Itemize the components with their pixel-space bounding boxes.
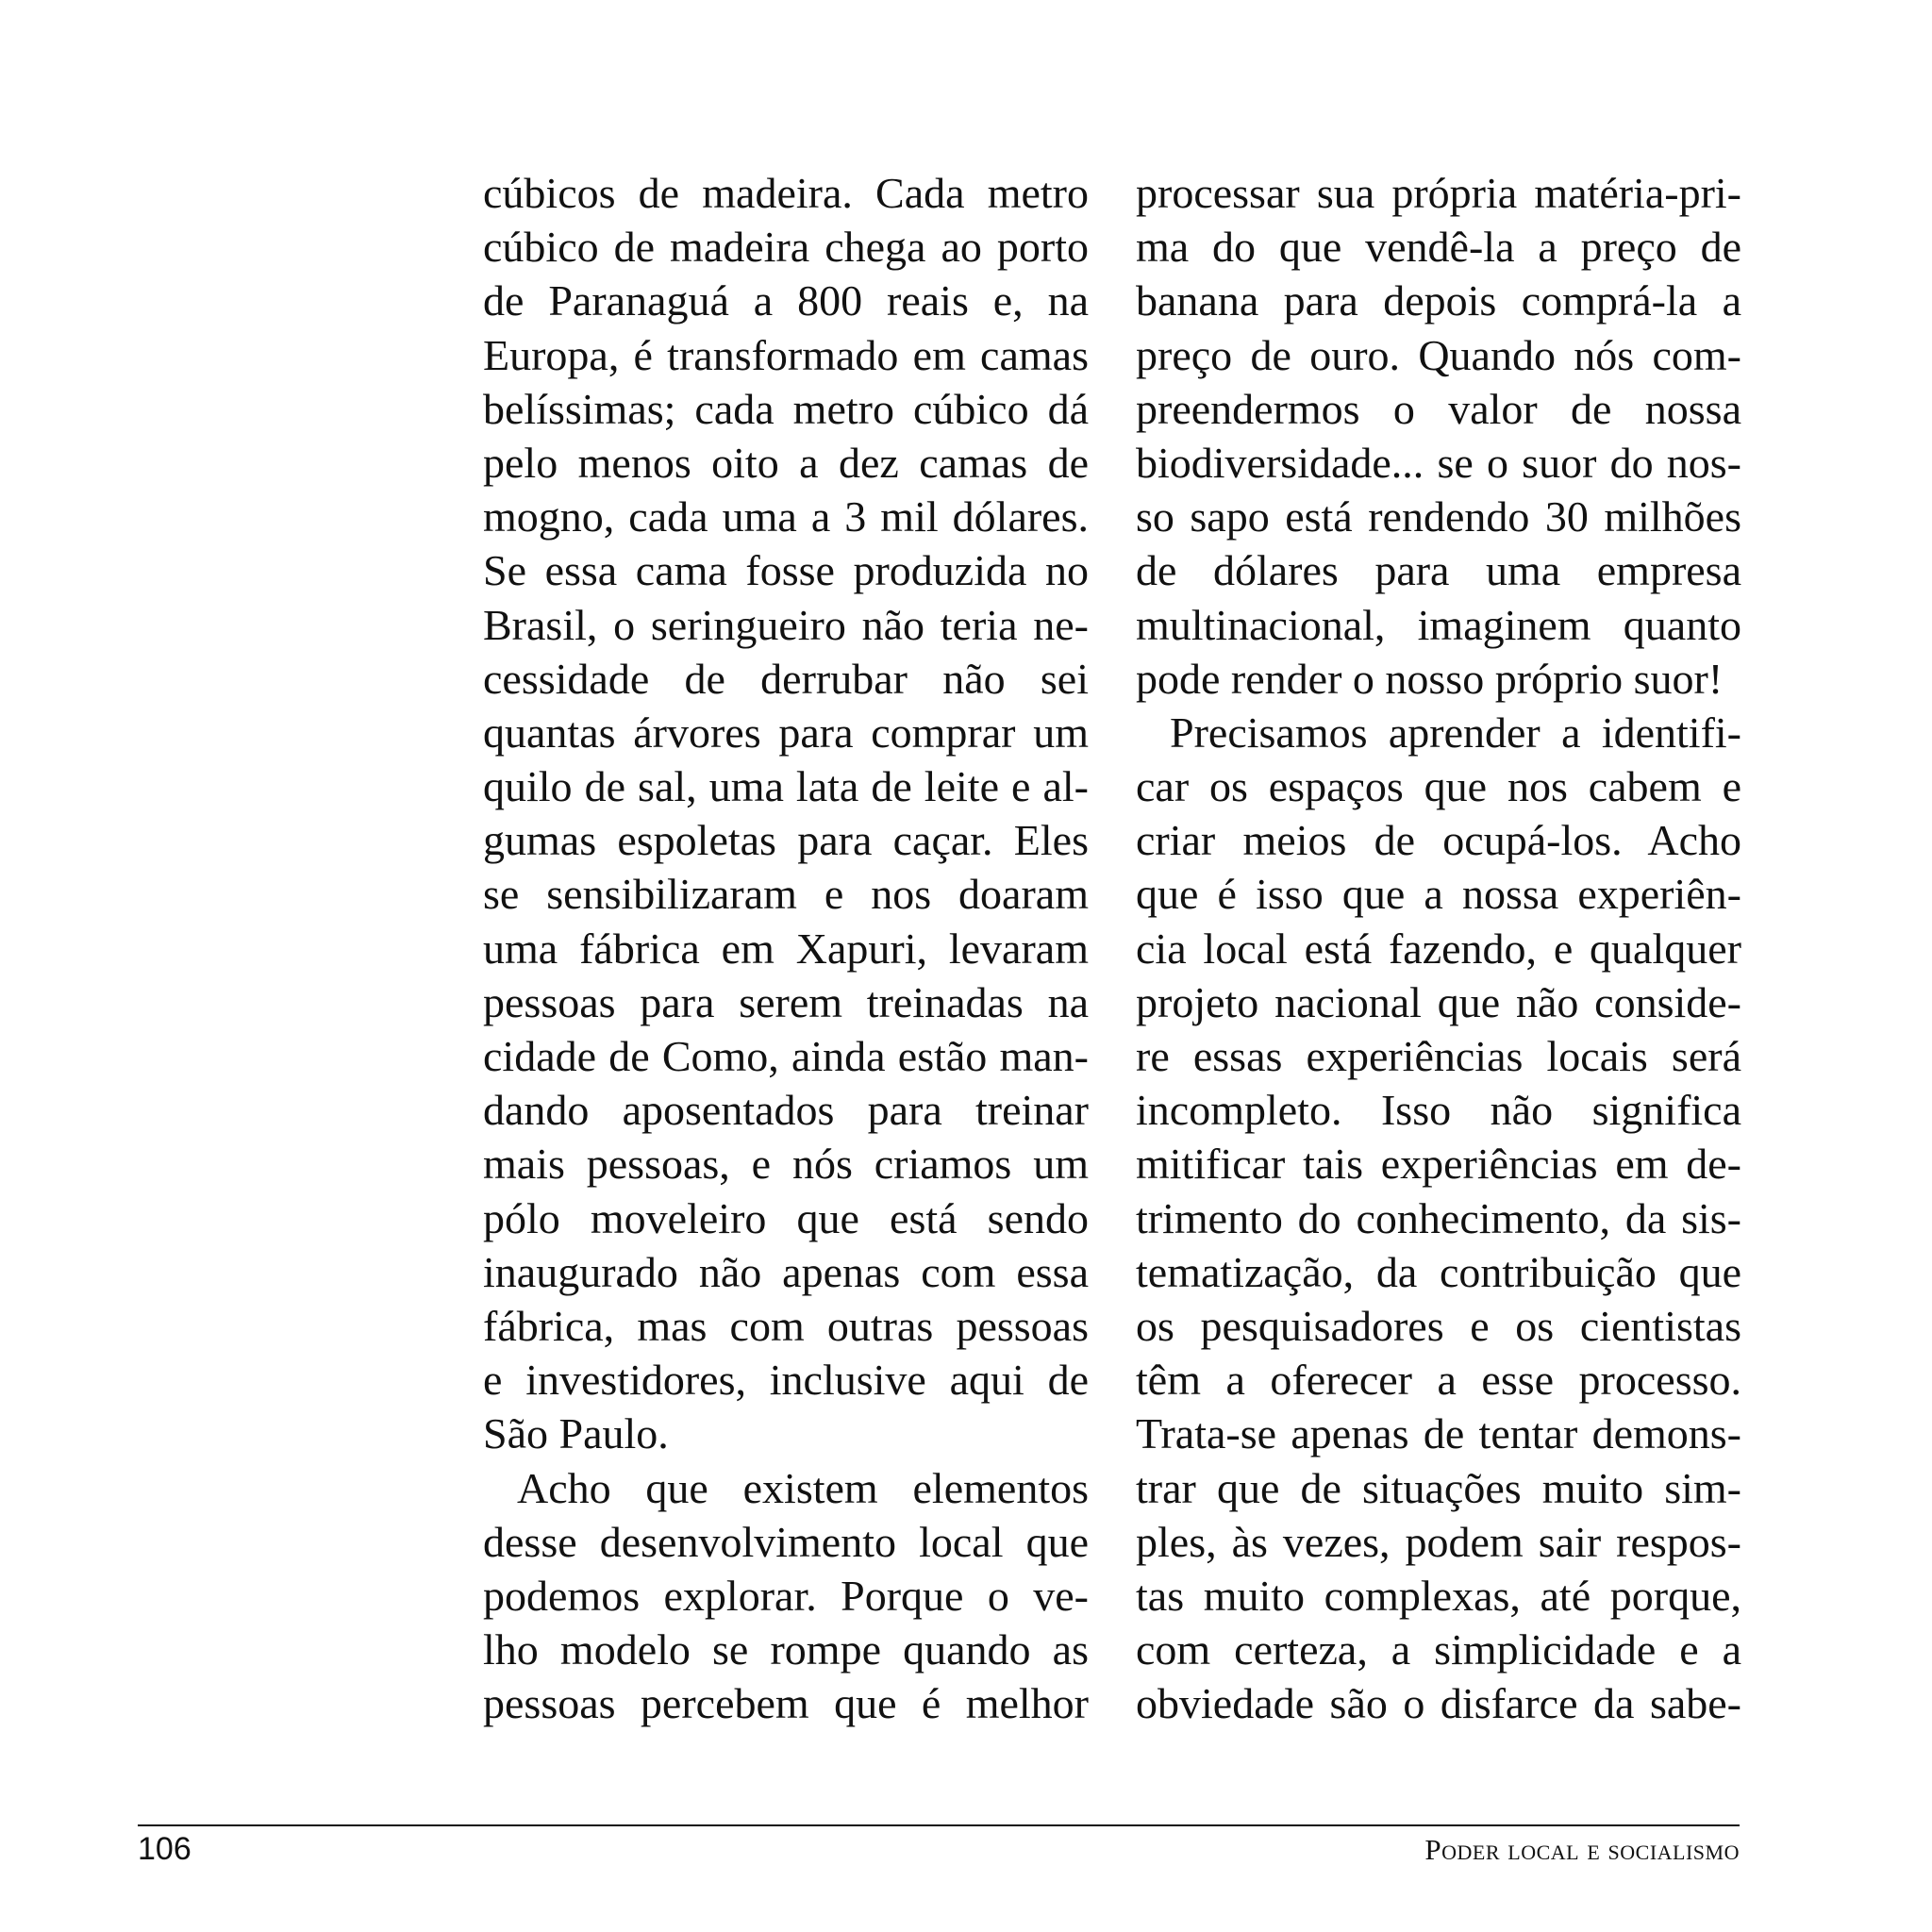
page-number: 106 [138, 1831, 192, 1867]
text-line: pessoas percebem que é melhor [483, 1679, 1089, 1728]
text-line: São Paulo. [483, 1409, 669, 1458]
text-line: mais pessoas, e nós criamos um [483, 1140, 1089, 1189]
left-text-column [483, 166, 1089, 1730]
footer-rule [138, 1824, 1740, 1826]
text-line: mitificar tais experiências em de- [1136, 1140, 1741, 1189]
text-line: fábrica, mas com outras pessoas [483, 1301, 1089, 1350]
running-title: Poder local e socialismo [1424, 1833, 1740, 1866]
text-line: quilo de sal, uma lata de leite e al- [483, 762, 1089, 811]
text-line: os pesquisadores e os cientistas [1136, 1301, 1741, 1350]
text-line: podemos explorar. Porque o ve- [483, 1571, 1089, 1620]
text-line: multinacional, imaginem quanto [1136, 600, 1741, 649]
text-line: so sapo está rendendo 30 milhões [1136, 492, 1741, 541]
text-line: preendermos o valor de nossa [1136, 384, 1741, 433]
text-line: inaugurado não apenas com essa [483, 1247, 1089, 1296]
text-line: ples, às vezes, podem sair respos- [1136, 1517, 1741, 1566]
text-line: lho modelo se rompe quando as [483, 1625, 1089, 1674]
text-line: tas muito complexas, até porque, [1136, 1571, 1741, 1620]
text-line: banana para depois comprá-la a [1136, 276, 1741, 325]
text-line: e investidores, inclusive aqui de [483, 1356, 1089, 1405]
text-line: gumas espoletas para caçar. Eles [483, 816, 1089, 865]
text-line: ma do que vendê-la a preço de [1136, 223, 1741, 272]
text-line: pólo moveleiro que está sendo [483, 1193, 1089, 1242]
text-line: tematização, da contribuição que [1136, 1247, 1741, 1296]
text-line: de dólares para uma empresa [1136, 546, 1741, 595]
text-line: cia local está fazendo, e qualquer [1136, 924, 1741, 973]
text-line: car os espaços que nos cabem e [1136, 762, 1741, 811]
text-line: projeto nacional que não conside- [1136, 977, 1741, 1026]
text-line: se sensibilizaram e nos doaram [483, 870, 1089, 919]
text-line: Brasil, o seringueiro não teria ne- [483, 600, 1089, 649]
text-line: preço de ouro. Quando nós com- [1136, 330, 1741, 379]
text-line: processar sua própria matéria-pri- [1136, 169, 1741, 217]
text-line: re essas experiências locais será [1136, 1032, 1741, 1080]
text-line: Precisamos aprender a identifi- [1170, 708, 1741, 757]
text-line: incompleto. Isso não significa [1136, 1086, 1741, 1135]
text-line: Europa, é transformado em camas [483, 330, 1089, 379]
text-line: cessidade de derrubar não sei [483, 654, 1089, 703]
text-line: Se essa cama fosse produzida no [483, 546, 1089, 595]
text-line: pelo menos oito a dez camas de [483, 438, 1089, 487]
text-line: trimento do conhecimento, da sis- [1136, 1193, 1741, 1242]
text-line: Acho que existem elementos [517, 1463, 1089, 1512]
text-line: quantas árvores para comprar um [483, 708, 1089, 757]
text-line: cidade de Como, ainda estão man- [483, 1032, 1089, 1080]
text-line: uma fábrica em Xapuri, levaram [483, 924, 1089, 973]
text-line: que é isso que a nossa experiên- [1136, 870, 1741, 919]
text-line: biodiversidade... se o suor do nos- [1136, 438, 1741, 487]
text-line: criar meios de ocupá-los. Acho [1136, 816, 1741, 865]
text-line: dando aposentados para treinar [483, 1086, 1089, 1135]
text-line: pessoas para serem treinadas na [483, 977, 1089, 1026]
text-line: obviedade são o disfarce da sabe- [1136, 1679, 1741, 1728]
text-line: pode render o nosso próprio suor! [1136, 654, 1724, 703]
text-line: cúbico de madeira chega ao porto [483, 223, 1089, 272]
text-line: trar que de situações muito sim- [1136, 1463, 1741, 1512]
text-line: desse desenvolvimento local que [483, 1517, 1089, 1566]
text-line: cúbicos de madeira. Cada metro [483, 169, 1089, 217]
right-text-column [1136, 166, 1741, 1730]
text-line: com certeza, a simplicidade e a [1136, 1625, 1741, 1674]
text-line: belíssimas; cada metro cúbico dá [483, 384, 1089, 433]
text-line: têm a oferecer a esse processo. [1136, 1356, 1741, 1405]
text-line: mogno, cada uma a 3 mil dólares. [483, 492, 1089, 541]
text-line: de Paranaguá a 800 reais e, na [483, 276, 1089, 325]
text-line: Trata-se apenas de tentar demons- [1136, 1409, 1741, 1458]
